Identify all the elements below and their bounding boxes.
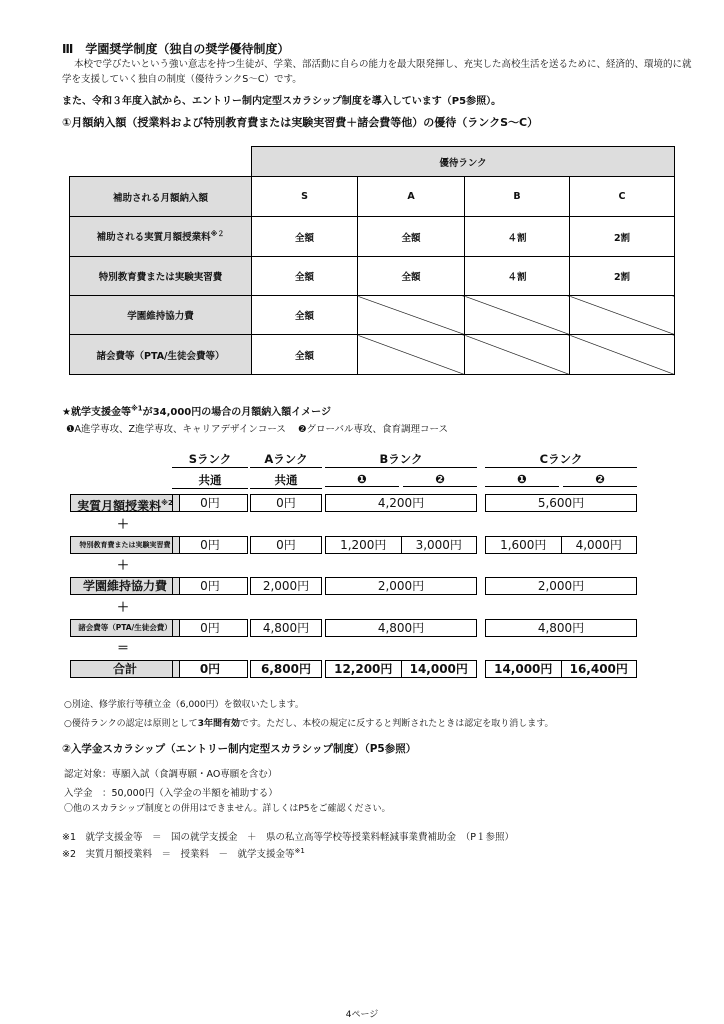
special-c: 1,600円 4,000円 bbox=[485, 536, 637, 554]
special-s: 0円 bbox=[172, 536, 248, 554]
maint-a: 2,000円 bbox=[250, 577, 322, 595]
rank-row-label: 特別教育費または実験実習費 bbox=[70, 257, 252, 296]
scholarship-note: 〇他のスカラシップ制度との併用はできません。詳しくはP5をご確認ください。 bbox=[64, 804, 391, 814]
rank-cell-na bbox=[465, 335, 570, 375]
total-a: 6,800円 bbox=[250, 660, 322, 678]
plus-sign: ＋ bbox=[117, 517, 130, 531]
tuition-c: 5,600円 bbox=[485, 494, 637, 512]
rank-header-b: Bランク bbox=[325, 451, 477, 468]
image-heading: ★就学支援金等$^{※1}$が34,000円の場合の月額納入額イメージ bbox=[62, 404, 331, 418]
course-1-marker: ❶ bbox=[66, 424, 75, 435]
rank-table-heading: ①月額納入額（授業料および特別教育費または実験実習費＋諸会費等他）の優待（ランクS～C） bbox=[62, 116, 539, 129]
course2-marker-c: ❷ bbox=[563, 472, 637, 487]
page-number: 4ページ bbox=[345, 1010, 379, 1020]
rank-col-s: S bbox=[252, 177, 358, 217]
plus-sign: ＋ bbox=[117, 600, 130, 614]
rank-cell-na bbox=[465, 296, 570, 335]
rank-cell-na bbox=[570, 335, 675, 375]
course2-marker-b: ❷ bbox=[403, 472, 477, 487]
rank-col-a: A bbox=[358, 177, 465, 217]
scholarship-amount: 入学金 ：50,000円（入学金の半額を補助する） bbox=[64, 788, 278, 799]
common-label-s: 共通 bbox=[172, 472, 248, 489]
total-s: 0円 bbox=[172, 660, 248, 678]
total-c: 14,000円 16,400円 bbox=[485, 660, 637, 678]
rank-col-b: B bbox=[465, 177, 570, 217]
rank-cell: 全額 bbox=[252, 335, 358, 375]
note-validity: ○優待ランクの認定は原則として3年間有効です。ただし、本校の規定に反すると判断されたときは認定を取り消します。 bbox=[64, 719, 554, 729]
plus-sign: ＋ bbox=[117, 558, 130, 572]
rank-cell: 2割 bbox=[570, 257, 675, 296]
row-label-total: 合計 bbox=[70, 660, 180, 678]
rank-cell: 全額 bbox=[252, 296, 358, 335]
row-label-maint: 学園維持協力費 bbox=[70, 577, 180, 595]
course-2-marker: ❷ bbox=[297, 424, 307, 435]
footnote-1: ※1 就学支援金等 ＝ 国の就学支援金 ＋ 県の私立高等学校等授業料軽減事業費補助金 （P１参照） bbox=[62, 832, 514, 843]
scholarship-target: 認定対象：専願入試（食調専願・AO専願を含む） bbox=[64, 769, 278, 780]
maint-c: 2,000円 bbox=[485, 577, 637, 595]
rank-header-c: Cランク bbox=[485, 451, 637, 468]
course-legend: ❶A進学専攻、Z進学専攻、キャリアデザインコース ❷グローバル専攻、食育調理コース bbox=[66, 424, 449, 435]
rank-row-label: 学園維持協力費 bbox=[70, 296, 252, 335]
rank-table bbox=[69, 146, 675, 375]
maint-s: 0円 bbox=[172, 577, 248, 595]
fees-c: 4,800円 bbox=[485, 619, 637, 637]
course1-marker-c: ❶ bbox=[485, 472, 559, 487]
rank-cell: ４割 bbox=[465, 217, 570, 257]
rank-cell: 全額 bbox=[252, 257, 358, 296]
rank-cell-na bbox=[570, 296, 675, 335]
rank-row-label: 補助される実質月額授業料$^{※2}$ bbox=[70, 217, 252, 257]
row-label-fees: 諸会費等（PTA/生徒会費） bbox=[70, 619, 180, 637]
rank-header-s: Sランク bbox=[172, 451, 248, 468]
rank-cell: 全額 bbox=[252, 217, 358, 257]
tuition-s: 0円 bbox=[172, 494, 248, 512]
maint-b: 2,000円 bbox=[325, 577, 477, 595]
course1-marker-b: ❶ bbox=[325, 472, 399, 487]
rank-group-header: 優待ランク bbox=[252, 147, 675, 177]
total-b: 12,200円 14,000円 bbox=[325, 660, 477, 678]
rank-cell: 全額 bbox=[358, 257, 465, 296]
footnote-2: ※2 実質月額授業料 ＝ 授業料 － 就学支援金等$^{※1}$ bbox=[62, 846, 305, 860]
rank-col-c: C bbox=[570, 177, 675, 217]
rank-cell: 2割 bbox=[570, 217, 675, 257]
special-a: 0円 bbox=[250, 536, 322, 554]
rank-cell: 全額 bbox=[358, 217, 465, 257]
rank-row-label: 諸会費等（PTA/生徒会費等） bbox=[70, 335, 252, 375]
common-label-a: 共通 bbox=[250, 472, 322, 489]
tuition-b: 4,200円 bbox=[325, 494, 477, 512]
intro-paragraph-bold: また、令和３年度入試から、エントリー制内定型スカラシップ制度を導入しています（P5参照）。 bbox=[62, 96, 502, 107]
rank-cell: ４割 bbox=[465, 257, 570, 296]
equals-sign: ＝ bbox=[117, 641, 130, 655]
note-travel: ○別途、修学旅行等積立金（6,000円）を徴収いたします。 bbox=[64, 700, 304, 710]
rank-corner-label: 補助される月額納入額 bbox=[70, 177, 252, 217]
intro-paragraph: 本校で学びたいという強い意志を持つ生徒が、学業、部活動に自らの能力を最大限発揮し、充実した高校生活を送るために、経済的、環境的に就学を支援していく独自の制度（優待ランクS～C）です。 bbox=[62, 59, 692, 85]
fees-s: 0円 bbox=[172, 619, 248, 637]
scholarship-heading: ②入学金スカラシップ（エントリー制内定型スカラシップ制度）（P5参照） bbox=[62, 743, 417, 755]
rank-cell-na bbox=[358, 296, 465, 335]
tuition-a: 0円 bbox=[250, 494, 322, 512]
rank-header-a: Aランク bbox=[250, 451, 322, 468]
fees-a: 4,800円 bbox=[250, 619, 322, 637]
special-b: 1,200円 3,000円 bbox=[325, 536, 477, 554]
section-title: Ⅲ 学園奨学制度（独自の奨学優待制度） bbox=[62, 42, 290, 56]
row-label-special: 特別教育費または実験実習費 bbox=[70, 536, 180, 554]
row-label-tuition: 実質月額授業料$^{※2}$ bbox=[70, 494, 180, 512]
rank-cell-na bbox=[358, 335, 465, 375]
fees-b: 4,800円 bbox=[325, 619, 477, 637]
